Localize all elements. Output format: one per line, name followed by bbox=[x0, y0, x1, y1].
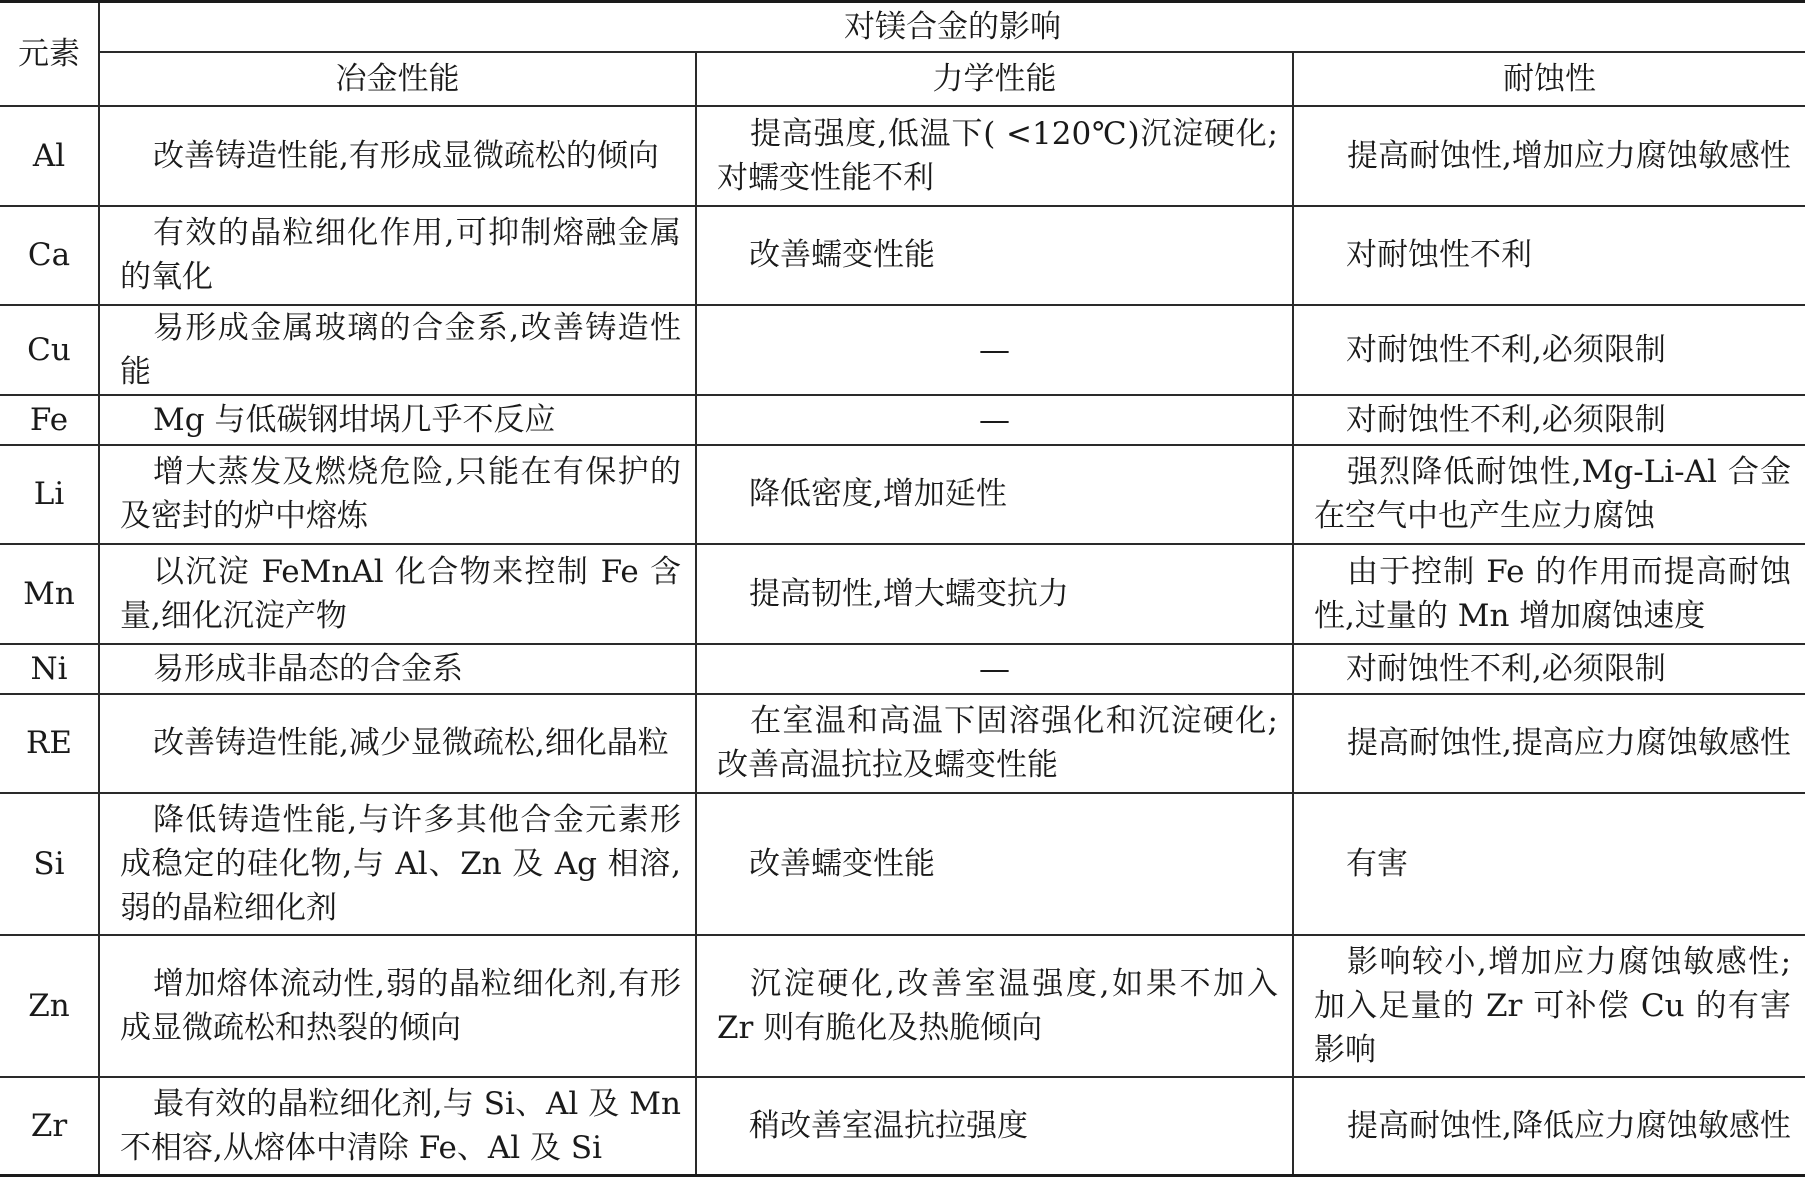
header-row-2 bbox=[0, 52, 1805, 106]
corrosion-cell: 提高耐蚀性,降低应力腐蚀敏感性 bbox=[1293, 1077, 1805, 1176]
table-row bbox=[0, 793, 1805, 935]
table-row bbox=[0, 106, 1805, 206]
corrosion-cell: 对耐蚀性不利 bbox=[1293, 206, 1805, 305]
mechanical-cell: — bbox=[696, 305, 1293, 395]
corrosion-cell: 对耐蚀性不利,必须限制 bbox=[1293, 395, 1805, 445]
metallurgical-cell: 最有效的晶粒细化剂,与 Si、Al 及 Mn 不相容,从熔体中清除 Fe、Al 及 Si bbox=[99, 1077, 696, 1176]
table-row bbox=[0, 544, 1805, 644]
mechanical-cell: 提高韧性,增大蠕变抗力 bbox=[696, 544, 1293, 644]
mechanical-cell: 在室温和高温下固溶强化和沉淀硬化;改善高温抗拉及蠕变性能 bbox=[696, 694, 1293, 793]
element-cell: Al bbox=[0, 106, 99, 206]
metallurgical-cell: 降低铸造性能,与许多其他合金元素形成稳定的硅化物,与 Al、Zn 及 Ag 相溶,弱的晶粒细化剂 bbox=[99, 793, 696, 935]
element-cell: Zn bbox=[0, 935, 99, 1077]
corrosion-cell: 对耐蚀性不利,必须限制 bbox=[1293, 305, 1805, 395]
metallurgical-cell: 以沉淀 FeMnAl 化合物来控制 Fe 含量,细化沉淀产物 bbox=[99, 544, 696, 644]
element-cell: RE bbox=[0, 694, 99, 793]
element-cell: Ca bbox=[0, 206, 99, 305]
corrosion-cell: 强烈降低耐蚀性,Mg-Li-Al 合金在空气中也产生应力腐蚀 bbox=[1293, 445, 1805, 544]
mechanical-cell: 提高强度,低温下( <120℃)沉淀硬化;对蠕变性能不利 bbox=[696, 106, 1293, 206]
element-cell: Ni bbox=[0, 644, 99, 694]
element-cell: Cu bbox=[0, 305, 99, 395]
table-row bbox=[0, 305, 1805, 395]
corrosion-cell: 有害 bbox=[1293, 793, 1805, 935]
table-row bbox=[0, 206, 1805, 305]
metallurgical-cell: 增加熔体流动性,弱的晶粒细化剂,有形成显微疏松和热裂的倾向 bbox=[99, 935, 696, 1077]
corrosion-cell: 提高耐蚀性,增加应力腐蚀敏感性 bbox=[1293, 106, 1805, 206]
mechanical-cell: — bbox=[696, 644, 1293, 694]
corrosion-cell: 对耐蚀性不利,必须限制 bbox=[1293, 644, 1805, 694]
table-row bbox=[0, 644, 1805, 694]
mechanical-cell: 改善蠕变性能 bbox=[696, 206, 1293, 305]
table-row bbox=[0, 395, 1805, 445]
element-cell: Si bbox=[0, 793, 99, 935]
table-row bbox=[0, 445, 1805, 544]
mechanical-cell: — bbox=[696, 395, 1293, 445]
metallurgical-cell: 易形成非晶态的合金系 bbox=[99, 644, 696, 694]
header-element: 元素 bbox=[0, 2, 99, 106]
element-cell: Zr bbox=[0, 1077, 99, 1176]
table-row bbox=[0, 935, 1805, 1077]
element-cell: Mn bbox=[0, 544, 99, 644]
metallurgical-cell: 增大蒸发及燃烧危险,只能在有保护的及密封的炉中熔炼 bbox=[99, 445, 696, 544]
corrosion-cell: 由于控制 Fe 的作用而提高耐蚀性,过量的 Mn 增加腐蚀速度 bbox=[1293, 544, 1805, 644]
element-cell: Fe bbox=[0, 395, 99, 445]
corrosion-cell: 提高耐蚀性,提高应力腐蚀敏感性 bbox=[1293, 694, 1805, 793]
mechanical-cell: 稍改善室温抗拉强度 bbox=[696, 1077, 1293, 1176]
metallurgical-cell: 有效的晶粒细化作用,可抑制熔融金属的氧化 bbox=[99, 206, 696, 305]
mechanical-cell: 改善蠕变性能 bbox=[696, 793, 1293, 935]
corrosion-cell: 影响较小,增加应力腐蚀敏感性;加入足量的 Zr 可补偿 Cu 的有害影响 bbox=[1293, 935, 1805, 1077]
header-metallurgical: 冶金性能 bbox=[99, 52, 696, 106]
header-row-1 bbox=[0, 2, 1805, 52]
metallurgical-cell: 改善铸造性能,有形成显微疏松的倾向 bbox=[99, 106, 696, 206]
metallurgical-cell: 易形成金属玻璃的合金系,改善铸造性能 bbox=[99, 305, 696, 395]
header-mechanical: 力学性能 bbox=[696, 52, 1293, 106]
table-row bbox=[0, 1077, 1805, 1176]
mechanical-cell: 降低密度,增加延性 bbox=[696, 445, 1293, 544]
metallurgical-cell: 改善铸造性能,减少显微疏松,细化晶粒 bbox=[99, 694, 696, 793]
metallurgical-cell: Mg 与低碳钢坩埚几乎不反应 bbox=[99, 395, 696, 445]
header-corrosion: 耐蚀性 bbox=[1293, 52, 1805, 106]
table-row bbox=[0, 694, 1805, 793]
element-cell: Li bbox=[0, 445, 99, 544]
mechanical-cell: 沉淀硬化,改善室温强度,如果不加入 Zr 则有脆化及热脆倾向 bbox=[696, 935, 1293, 1077]
header-effect-group: 对镁合金的影响 bbox=[99, 2, 1805, 52]
